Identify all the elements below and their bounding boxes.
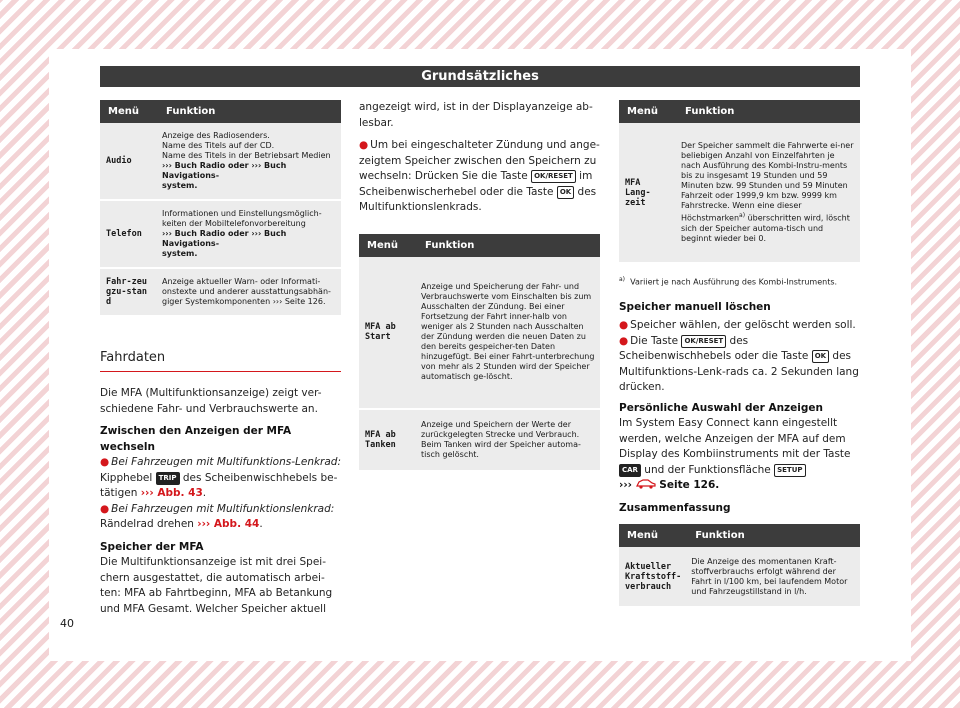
menu-cell: Aktueller Kraftstoff-verbrauch [619,547,687,607]
bullet-item: ● Bei Fahrzeugen mit Multifunktions-Lenkrad: Kipphebel TRIP des Scheibenwischhebels be-tätigen ››› Abb. 43. [100,456,342,499]
bullet-text: Rändelrad drehen [100,518,194,530]
column-1 [100,100,341,617]
table-header-menu: Menü [100,100,158,123]
car-link-icon [636,478,656,489]
cell-line: system. [162,181,198,190]
table-header-menu: Menü [619,524,687,547]
function-cell: Anzeige und Speicherung der Fahr- und Verbrauchswerte vom Einschalten bis zum Ausschalten der Zündung. Bei einer Fortsetzung der Fahrt inner-halb von weniger als 2 Stunden nach Ausschalten der Zündung werden die neuen Daten zu den bereits gespeicher-ten Daten hinzugefügt. Bei einer Fahrt-unterbrechung von mehr als 2 Stunden wird der Speicher automatisch ge-löscht. [417,257,600,409]
table-memories [359,234,600,472]
table-header-function: Funktion [677,100,860,123]
table-row [619,547,860,607]
table-header-function: Funktion [417,234,600,257]
ok-key-icon: OK [812,350,829,363]
bullet-item: ● Die Taste OK/RESET des Scheibenwischhebels oder die Taste OK des Multifunktions-Lenk-rads ca. 2 Sekunden lang drücken. [619,334,859,394]
cell-line: Anzeige des Radiosenders. [162,131,270,140]
cell-line: giger Systemkomponenten ››› Seite 126. [162,297,326,306]
bullet-italic: Bei Fahrzeugen mit Multifunktionslenkrad: [111,502,335,515]
cell-line: ››› Buch Radio oder ››› Buch Navigations- [162,229,287,248]
switch-heading: Zwischen den Anzeigen der MFA wechseln [100,425,292,453]
footnote-mark: a) [739,212,746,220]
cell-line: Name des Titels auf der CD. [162,141,275,150]
setup-key-icon: SETUP [774,464,805,477]
cell-line: Informationen und Einstellungsmöglich- [162,209,322,218]
page-header: Grundsätzliches [100,66,860,87]
bullet-text: des Scheibenwischhebels be-tätigen [100,471,338,499]
continued-text: angezeigt wird, ist in der Displayanzeige ab-lesbar. [359,101,593,129]
table-header-function: Funktion [687,524,860,547]
table-row [359,409,600,471]
bullet-text: des Multifunktions-Lenk-rads ca. 2 Sekunden lang drücken. [619,350,859,394]
car-key-icon: CAR [619,464,641,477]
bullet-text: Speicher wählen, der gelöscht werden soll. [630,319,856,332]
menu-cell: Audio [100,123,158,200]
table-display-modes [100,100,341,317]
memory-text: Die Multifunktionsanzeige ist mit drei Spei-chern ausgestattet, die automatisch arbei-ten: MFA ab Fahrtbeginn, MFA ab Betankung und MFA Gesamt. Welcher Speicher aktuell [100,556,333,615]
table-header-menu: Menü [359,234,417,257]
function-cell: Anzeige und Speichern der Werte der zurückgelegten Strecke und Verbrauch. Beim Tanken wird der Speicher automa-tisch gelöscht. [417,409,600,471]
bullet-text: Kipphebel [100,471,153,484]
menu-cell: MFA ab Tanken [359,409,417,471]
table-header-function: Funktion [158,100,341,123]
bullet-text: des Scheibenwischhebels oder die Taste [619,334,809,363]
cell-line: keiten der Mobiltelefonvorbereitung [162,219,306,228]
ok-key-icon: OK [557,186,574,199]
figure-link[interactable]: ››› Abb. 44 [197,518,260,530]
footnote [619,274,860,288]
body-text: und der Funktionsfläche [644,463,771,476]
column-2 [359,100,600,472]
bullet-text: Um bei eingeschalteter Zündung und ange-zeigtem Speicher zwischen den Speichern zu wechseln: Drücken Sie die Taste [359,139,600,182]
table-row [619,123,860,263]
body-text: Im System Easy Connect kann eingestellt werden, welche Anzeigen der MFA auf dem Display des Kombiinstruments mit der Taste [619,417,851,461]
column-3 [619,100,860,608]
table-row [100,268,341,316]
function-cell [158,200,341,268]
trip-key-icon: TRIP [156,472,180,485]
page-number: 40 [60,617,74,630]
page-link[interactable]: ››› Seite 126. [619,479,720,492]
memory-heading: Speicher der MFA [100,540,204,553]
cell-text: Der Speicher sammelt die Fahrwerte ei-ner beliebigen Anzahl von Einzelfahrten je nach Ausführung des Kombi-Instru-ments bis zu insgesamt 19 Stunden und 59 Minuten bzw. 99 Stunden und 59 Minuten Fahrzeit oder 1999,9 km bzw. 9999 km Fahrstrecke. Wenn eine dieser Höchstmarken [681,141,854,223]
section-title: Fahrdaten [100,350,341,372]
bullet-italic: Bei Fahrzeugen mit Multifunktions-Lenkrad: [111,456,342,468]
table-header-menu: Menü [619,100,677,123]
table-row [100,123,341,200]
personal-heading: Persönliche Auswahl der Anzeigen [619,401,823,414]
table-row [359,257,600,409]
bullet-text: im Scheibenwischerhebel oder die Taste [359,170,593,198]
bullet-item: ● Speicher wählen, der gelöscht werden soll. [619,319,856,332]
ok-reset-key-icon: OK/RESET [681,335,726,348]
table-row [100,200,341,268]
footnote-mark: a) [619,276,626,283]
footnote-text: Variiert je nach Ausführung des Kombi-Instruments. [630,277,838,287]
menu-cell: MFA ab Start [359,257,417,409]
table-longterm [619,100,860,264]
menu-cell: Telefon [100,200,158,268]
ok-reset-key-icon: OK/RESET [531,170,576,183]
personal-text [619,416,860,494]
bullet-item: ● Bei Fahrzeugen mit Multifunktionslenkrad: Rändelrad drehen ››› Abb. 44. [100,502,335,530]
function-cell [158,123,341,200]
function-cell: Die Anzeige des momentanen Kraft-stoffverbrauchs erfolgt während der Fahrt in l/100 km, bei laufendem Motor und Fahrzeugstillstand in l/h. [687,547,860,607]
bullet-text: Die Taste [630,334,679,347]
cell-line: ››› Buch Radio oder ››› Buch Navigations- [162,161,287,180]
cell-line: onstexte und anderer ausstattungsabhän- [162,287,331,296]
figure-link[interactable]: ››› Abb. 43 [140,487,203,499]
bullet-item: ● Um bei eingeschalteter Zündung und ange-zeigtem Speicher zwischen den Speichern zu wechseln: Drücken Sie die Taste OK/RESET im Scheibenwischerhebel oder die Taste OK des Multifunktionslenkrads. [359,139,600,213]
cell-line: Name des Titels in der Betriebsart Medien [162,151,331,160]
page-ref: Seite 126. [659,479,720,492]
bullet-text: des Multifunktionslenkrads. [359,185,597,213]
cell-line: Anzeige aktueller Warn- oder Informati- [162,277,321,286]
summary-heading: Zusammenfassung [619,501,731,514]
menu-cell: MFA Lang-zeit [619,123,677,263]
table-summary [619,524,860,608]
cell-text: überschritten wird, löscht sich der Speicher automa-tisch und beginnt wieder bei 0. [681,213,850,243]
intro-text: Die MFA (Multifunktionsanzeige) zeigt ver-schiedene Fahr- und Verbrauchswerte an. [100,387,322,415]
function-cell [158,268,341,316]
cell-line: system. [162,249,198,258]
menu-cell: Fahr-zeugzu-stand [100,268,158,316]
function-cell [677,123,860,263]
manual-delete-heading: Speicher manuell löschen [619,300,771,313]
